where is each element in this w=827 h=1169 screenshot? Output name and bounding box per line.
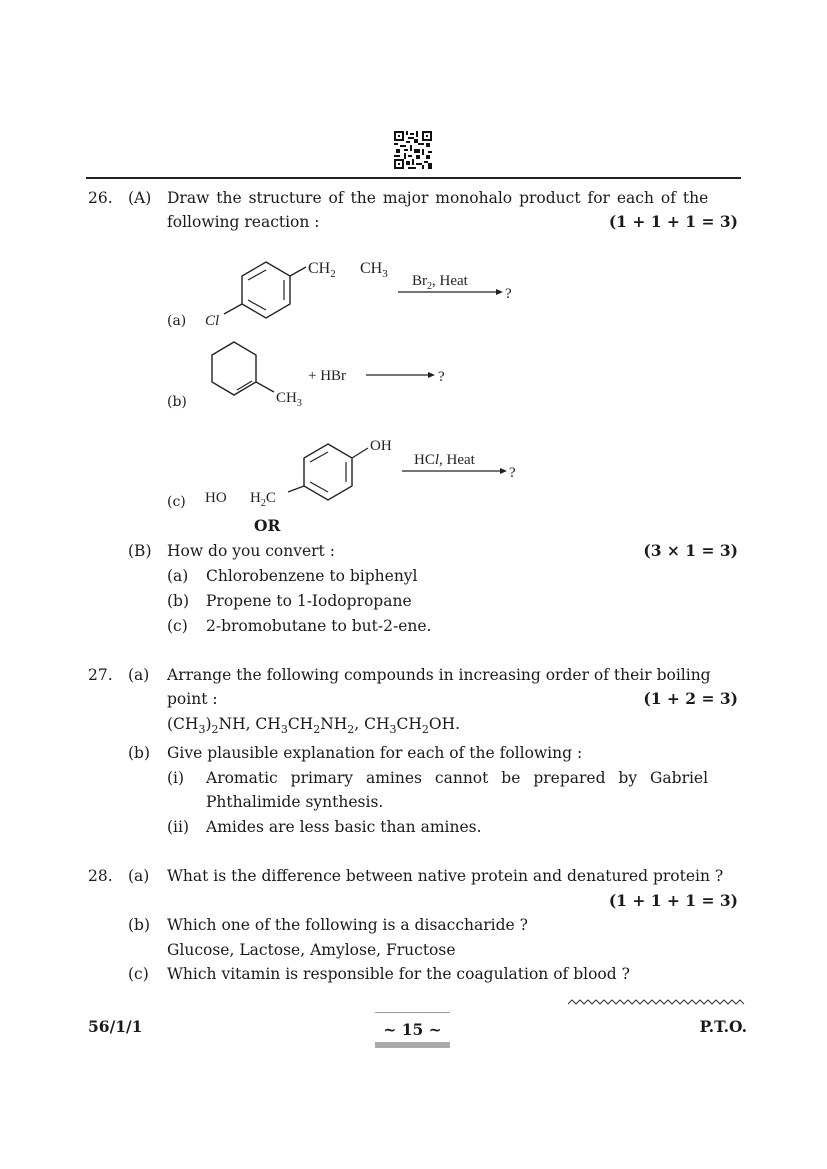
header-rule: [86, 177, 741, 179]
reagent-a-label: $Br_2$, Heat: [412, 273, 468, 292]
page-number-bar: [375, 1042, 450, 1048]
q28-c-label: (c): [128, 965, 149, 983]
reagent-c-label: HCl, Heat: [414, 452, 475, 468]
ho-label: HO: [205, 490, 227, 506]
h2c-label: $H_2C$: [250, 490, 276, 509]
q26-partB-label: (B): [128, 542, 152, 560]
q28-c-text: Which vitamin is responsible for the coagulation of blood ?: [167, 965, 630, 983]
product-c-mark: ?: [509, 465, 516, 481]
or-separator: OR: [254, 516, 281, 535]
wavy-line-decoration: [568, 999, 748, 1009]
q27-a-label: (a): [128, 666, 150, 684]
q26-partB-text: How do you convert :: [167, 542, 335, 560]
q26-number: 26.: [88, 189, 113, 207]
q26-partB-item-label: (a): [167, 567, 189, 585]
q26-partB-marks: (3 × 1 = 3): [643, 541, 738, 560]
q28-b-text: Which one of the following is a disaccharide ?: [167, 916, 528, 934]
q28-a-label: (a): [128, 867, 150, 885]
paper-code: 56/1/1: [88, 1017, 143, 1036]
pto-label: P.T.O.: [699, 1017, 747, 1036]
page-number-rule-top: [375, 1012, 450, 1013]
q26-partB-item-label: (b): [167, 592, 190, 610]
q28-a-text: What is the difference between native protein and denatured protein ?: [167, 867, 724, 885]
q28-b-options: Glucose, Lactose, Amylose, Fructose: [167, 941, 456, 959]
q26-partA-line1: Draw the structure of the major monohalo product for each of the: [167, 189, 709, 207]
q26-partB-item-text: Chlorobenzene to biphenyl: [206, 567, 418, 585]
q26-partA-label: (A): [128, 189, 152, 207]
reaction-a-structure: [200, 250, 530, 335]
reaction-c-structure: [200, 430, 530, 510]
reaction-c-label: (c): [167, 494, 186, 510]
q27-a-line2: point :: [167, 690, 218, 708]
q27-b-item-line1: Amides are less basic than amines.: [206, 818, 482, 836]
q28-number: 28.: [88, 867, 113, 885]
ch2-label: $CH_2$: [308, 260, 336, 280]
reaction-a-label: (a): [167, 313, 187, 329]
q27-b-item-line1: Aromatic primary amines cannot be prepared by Gabriel: [206, 769, 709, 787]
ch3-label: $CH_3$: [360, 260, 388, 280]
q27-a-compounds: $(CH_3)_2NH$, $CH_3CH_2NH_2$, $CH_3CH_2OH$.: [167, 715, 461, 737]
q27-b-item-label: (i): [167, 769, 185, 787]
hydroxyl-label: OH: [370, 438, 392, 454]
reaction-b-label: (b): [167, 394, 187, 410]
product-b-mark: ?: [438, 369, 445, 385]
q27-b-item-label: (ii): [167, 818, 190, 836]
chlorine-label: Cl: [205, 313, 220, 329]
q26-partA-marks: (1 + 1 + 1 = 3): [608, 212, 738, 231]
q27-b-item-line2: Phthalimide synthesis.: [206, 793, 384, 811]
q27-a-marks: (1 + 2 = 3): [643, 689, 738, 708]
q26-partB-item-label: (c): [167, 617, 188, 635]
q26-partB-item-text: Propene to 1-Iodopropane: [206, 592, 412, 610]
qr-code: [394, 131, 432, 169]
q27-b-label: (b): [128, 744, 151, 762]
q26-partB-item-text: 2-bromobutane to but-2-ene.: [206, 617, 432, 635]
q27-a-line1: Arrange the following compounds in increasing order of their boiling: [167, 666, 711, 684]
q27-b-text: Give plausible explanation for each of the following :: [167, 744, 583, 762]
page-number: ~ 15 ~: [383, 1020, 442, 1039]
product-a-mark: ?: [505, 286, 512, 302]
q27-number: 27.: [88, 666, 113, 684]
reaction-b-structure: [200, 338, 460, 413]
reagent-b-label: + HBr: [308, 368, 347, 384]
q28-b-label: (b): [128, 916, 151, 934]
methyl-label: $CH_3$: [276, 390, 302, 409]
q28-a-marks: (1 + 1 + 1 = 3): [608, 891, 738, 910]
q26-partA-line2: following reaction :: [167, 213, 320, 231]
